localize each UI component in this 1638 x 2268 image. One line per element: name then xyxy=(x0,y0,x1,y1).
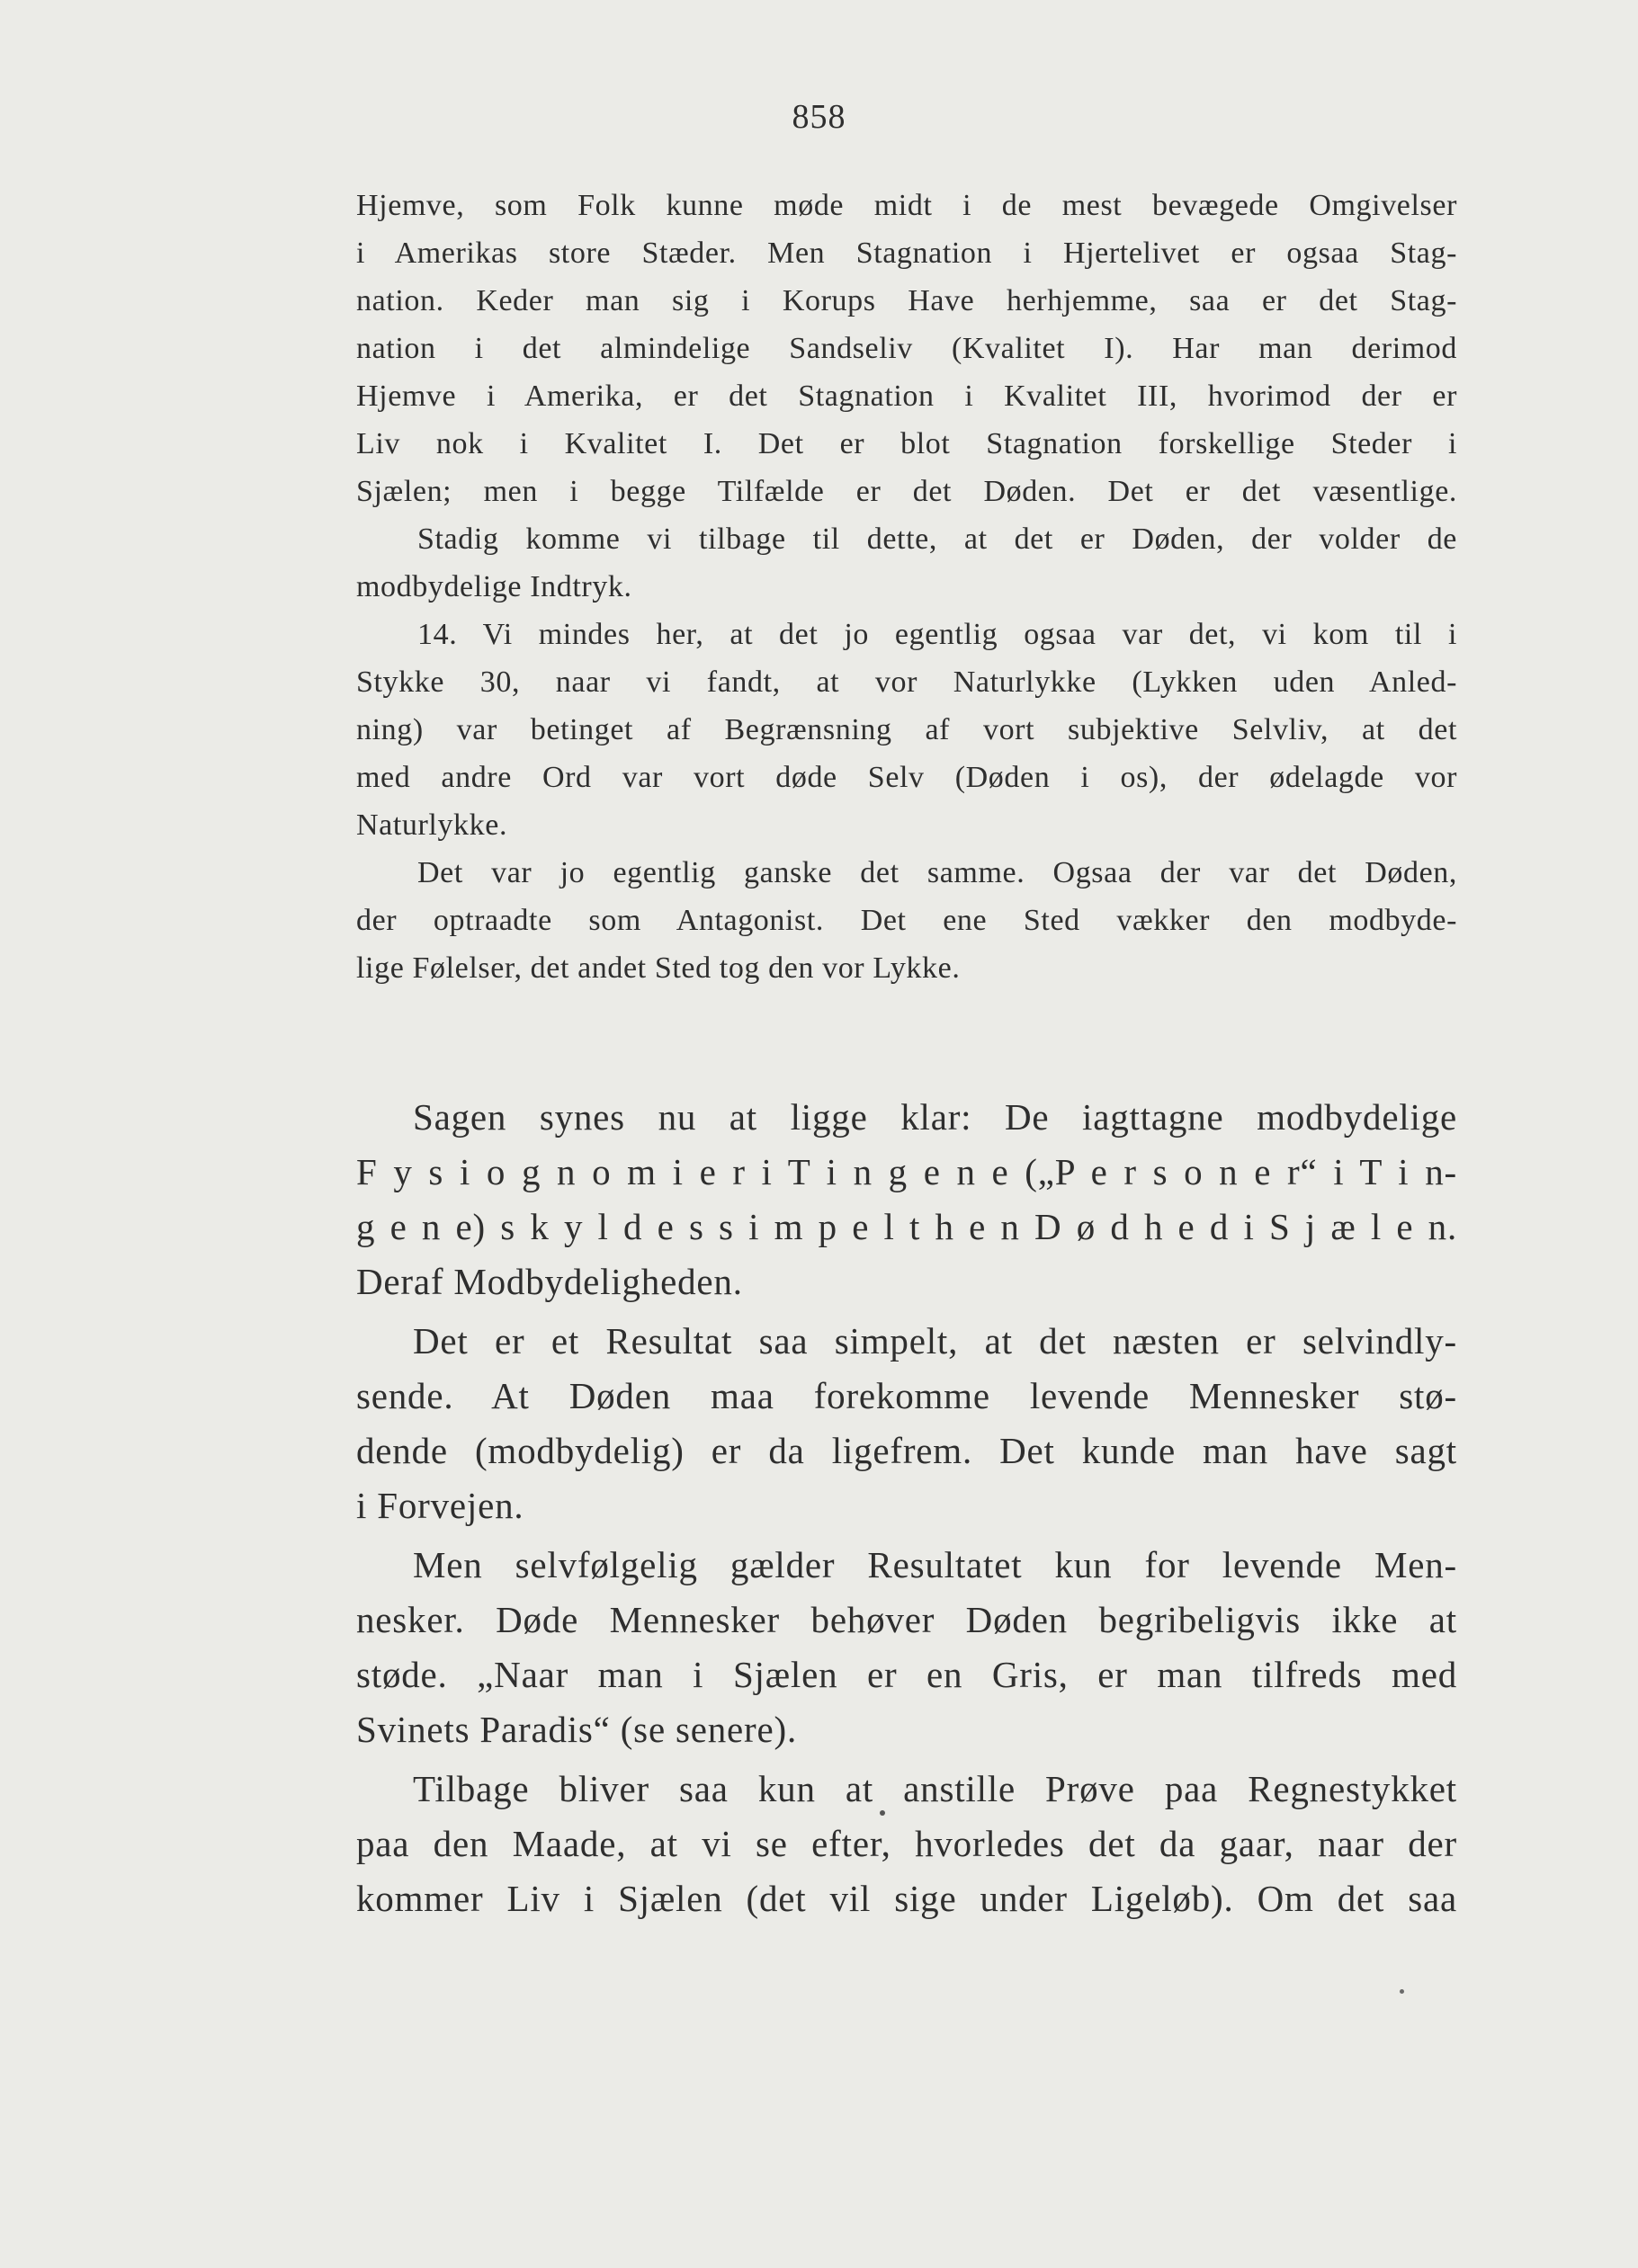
text-line: paa den Maade, at vi se efter, hvorledes det da gaar, naar der xyxy=(356,1823,1457,1864)
text-line: g e n e) s k y l d e s s i m p e l t h e n D ø d h e d i S j æ l e n. xyxy=(356,1206,1457,1247)
text-line: 14. Vi mindes her, at det jo egentlig ogsaa var det, vi kom til i xyxy=(417,618,1457,651)
text-line: ning) var betinget af Begrænsning af vort subjektive Selvliv, at det xyxy=(356,713,1457,746)
text-line: Sagen synes nu at ligge klar: De iagttagne modbydelige xyxy=(413,1096,1457,1138)
text-line: Sjælen; men i begge Tilfælde er det Døden. Det er det væsentlige. xyxy=(356,475,1457,508)
text-line: Svinets Paradis“ (se senere). xyxy=(356,1709,797,1750)
text-line: F y s i o g n o m i e r i T i n g e n e („P e r s o n e r“ i T i n- xyxy=(356,1151,1457,1192)
text-line: i Amerikas store Stæder. Men Stagnation i Hjertelivet er ogsaa Stag- xyxy=(356,237,1457,270)
text-line: Hjemve, som Folk kunne møde midt i de mest bevægede Omgivelser xyxy=(356,189,1457,222)
text-line: Liv nok i Kvalitet I. Det er blot Stagnation forskellige Steder i xyxy=(356,427,1457,460)
ink-speck xyxy=(1400,1989,1404,1994)
text-line: Naturlykke. xyxy=(356,808,508,842)
text-line: Stykke 30, naar vi fandt, at vor Naturlykke (Lykken uden Anled- xyxy=(356,665,1457,699)
text-line: støde. „Naar man i Sjælen er en Gris, er man tilfreds med xyxy=(356,1654,1457,1695)
text-line: i Forvejen. xyxy=(356,1485,524,1526)
text-line: nation. Keder man sig i Korups Have herhjemme, saa er det Stag- xyxy=(356,284,1457,317)
text-line: Tilbage bliver saa kun at anstille Prøve paa Regnestykket xyxy=(413,1768,1457,1809)
text-line: Men selvfølgelig gælder Resultatet kun for levende Men- xyxy=(413,1544,1457,1585)
page-number: 858 xyxy=(792,98,846,136)
text-line: Hjemve i Amerika, er det Stagnation i Kvalitet III, hvorimod der er xyxy=(356,379,1457,413)
text-line: der optraadte som Antagonist. Det ene Sted vækker den modbyde- xyxy=(356,904,1457,937)
text-line: Det var jo egentlig ganske det samme. Ogsaa der var det Døden, xyxy=(417,856,1457,889)
text-line: Stadig komme vi tilbage til dette, at det er Døden, der volder de xyxy=(417,522,1457,556)
ink-speck xyxy=(880,1810,885,1816)
text-line: Det er et Resultat saa simpelt, at det næsten er selvindly- xyxy=(413,1320,1457,1362)
text-line: nesker. Døde Mennesker behøver Døden begribeligvis ikke at xyxy=(356,1599,1457,1640)
text-line: nation i det almindelige Sandseliv (Kvalitet I). Har man derimod xyxy=(356,332,1457,365)
text-line: dende (modbydelig) er da ligefrem. Det kunde man have sagt xyxy=(356,1430,1457,1471)
text-line: modbydelige Indtryk. xyxy=(356,570,632,603)
text-line: lige Følelser, det andet Sted tog den vor Lykke. xyxy=(356,951,961,985)
text-line: sende. At Døden maa forekomme levende Mennesker stø- xyxy=(356,1375,1457,1416)
text-line: Deraf Modbydeligheden. xyxy=(356,1261,743,1302)
text-line: med andre Ord var vort døde Selv (Døden i os), der ødelagde vor xyxy=(356,761,1457,794)
text-line: kommer Liv i Sjælen (det vil sige under Ligeløb). Om det saa xyxy=(356,1878,1457,1919)
